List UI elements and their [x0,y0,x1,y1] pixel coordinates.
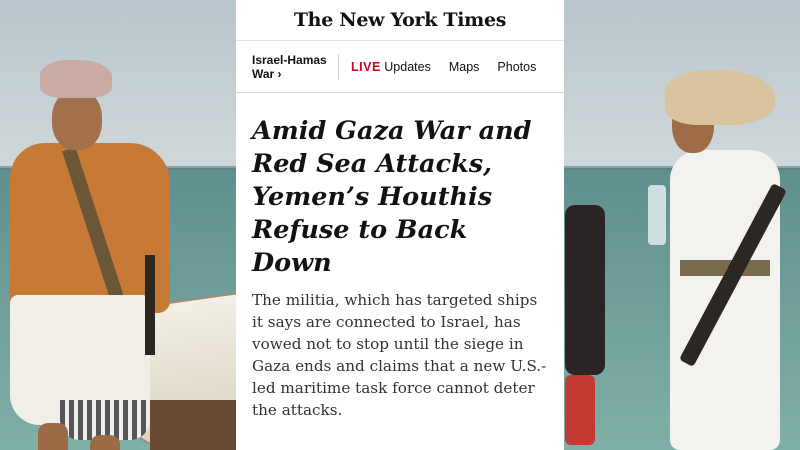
water-bottle [648,185,666,245]
man-left-face [52,90,102,150]
nav-updates-label: Updates [384,59,431,74]
section-nav [236,41,564,93]
live-badge: LIVE [351,59,381,74]
man-left-skirt-stripes [60,400,150,440]
man-left-rifle [145,255,155,355]
nav-divider [338,54,339,80]
article-summary: The militia, which has targeted ships it says are connected to Israel, has vowed not to stop until the siege in Gaza ends and claims that a new U.S.-led maritime task force cannot deter the attacks. [252,291,547,419]
man-left-leg [38,423,68,450]
section-link-israel-hamas-war[interactable]: Israel-Hamas War › [252,52,327,81]
man-right-figure [610,65,800,450]
red-bag [565,375,595,445]
man-left-turban [40,60,112,98]
man-left-leg [90,435,120,450]
nav-photos[interactable]: Photos [497,59,537,74]
nav-maps[interactable]: Maps [448,59,480,74]
article-headline[interactable]: Amid Gaza War and Red Sea Attacks, Yemen’s Houthis Refuse to Back Down [252,116,532,278]
man-left-figure [0,55,200,450]
background-figure [565,205,605,375]
nav-live-updates[interactable] [351,60,431,74]
man-right-turban [665,70,775,125]
masthead [236,0,564,41]
nyt-logo[interactable]: The New York Times [293,9,507,31]
article-card [236,0,564,450]
